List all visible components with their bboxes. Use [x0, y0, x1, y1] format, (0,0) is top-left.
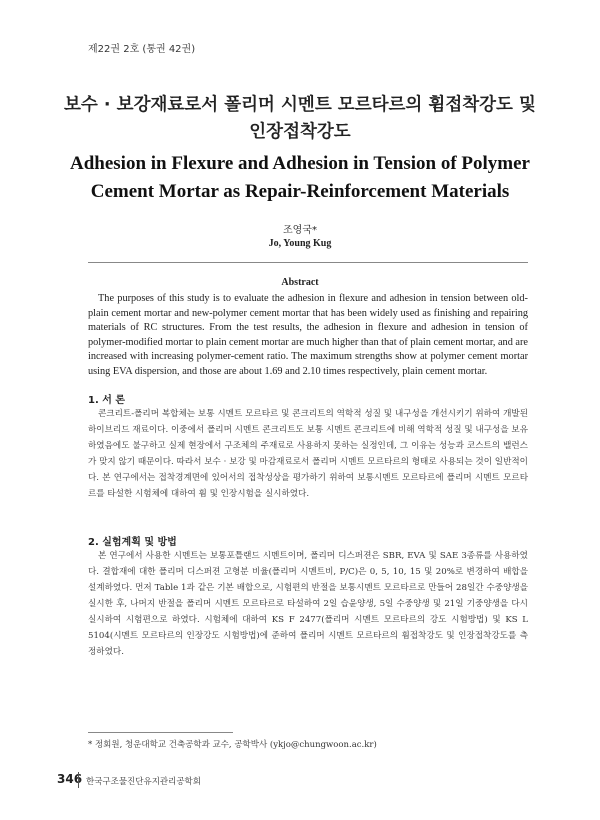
footnote-divider: [88, 732, 233, 733]
footer-separator: [78, 772, 79, 788]
abstract-divider: [88, 262, 528, 263]
footnote: * 정회원, 청운대학교 건축공학과 교수, 공학박사 (ykjo@chungwoon.ac.kr): [88, 740, 377, 750]
abstract-body: The purposes of this study is to evaluate the adhesion in flexure and adhesion in tension between old-plain cement mortar and new-polymer cement mortar that has been widely used as finishing and repairing materials of RC structures. From the test results, the adhesion in flexure and adhesion in tension of polymer-modified mortar to plain cement mortar are much higher than that of plain cement mortar, and are increased with increasing polymer-cement ratio. The maximum strengths show at polymer cement mortar using EVA dispersion, and those are about 1.69 and 2.10 times respectively, plain cement mortar.: [88, 293, 528, 377]
journal-name: 한국구조물진단유지관리공학회: [86, 777, 201, 787]
section-1-body: 콘크리트-폴리머 복합체는 보통 시멘트 모르타르 및 콘크리트의 역학적 성질 및 내구성을 개선시키기 위하여 개발된 하이브리드 재료이다. 이중에서 폴리머 시멘트 콘크리트도 보통 시멘트 콘크리트에 비해 역학적 성질 및 내구성을 보유하였음에도 불구하고 실제 현장에서 구조체의 주재료로 사용하지 못하는 실정인데, 그 이유는 성능과 코스트의 밸런스가 맞지 않기 때문이다. 따라서 보수 · 보강 및 마감재료로서 폴리머 시멘트 모르타르의 형태로 사용되는 것이 일반적이다. 본 연구에서는 접착경계면에 있어서의 접착성상을 평가하기 위하여 보통시멘트 모르타르에 폴리머 시멘트 모르타르를 타설한 시험체에 대하여 휨 및 인장시험을 실시하였다.: [88, 409, 528, 499]
korean-title: 보수 · 보강재료로서 폴리머 시멘트 모르타르의 휨접착강도 및 인장접착강도: [64, 95, 536, 142]
section-2-heading: 2. 실험계획 및 방법: [88, 537, 177, 548]
english-title: Adhesion in Flexure and Adhesion in Tension of Polymer Cement Mortar as Repair-Reinforcement Materials: [70, 153, 530, 202]
issue-label: 제22권 2호 (통권 42권): [88, 44, 196, 55]
page-number: 346: [57, 772, 83, 786]
abstract-heading: Abstract: [281, 277, 319, 288]
author-korean: 조영국*: [283, 225, 317, 236]
author-english: Jo, Young Kug: [268, 238, 332, 249]
section-1-heading: 1. 서 론: [88, 395, 126, 406]
section-2-body: 본 연구에서 사용한 시멘트는 보통포틀랜드 시멘트이며, 폴리머 디스퍼젼은 SBR, EVA 및 SAE 3종류를 사용하였다. 결합재에 대한 폴리머 디스퍼젼 고형분 비율(폴리머 시멘트비, P/C)은 0, 5, 10, 15 및 20%로 변경하여 배합을 설계하였다. 먼저 Table 1과 같은 기본 배합으로, 시험편의 반절을 보통시멘트 모르타르로 만들어 28일간 수중양생을 실시한 후, 나머지 반절을 폴리머 시멘트 모르타르로 타설하여 2일 습윤양생, 5일 수중양생 및 21일 기중양생을 다시 실시하여 시험편으로 하였다. 시험체에 대하여 KS F 2477(폴리머 시멘트 모르타르의 강도 시험방법) 및 KS L 5104(시멘트 모르타르의 인장강도 시험방법)에 준하여 폴리머 시멘트 모르타르의 휨접착강도 및 인장접착강도를 측정하였다.: [88, 551, 528, 657]
